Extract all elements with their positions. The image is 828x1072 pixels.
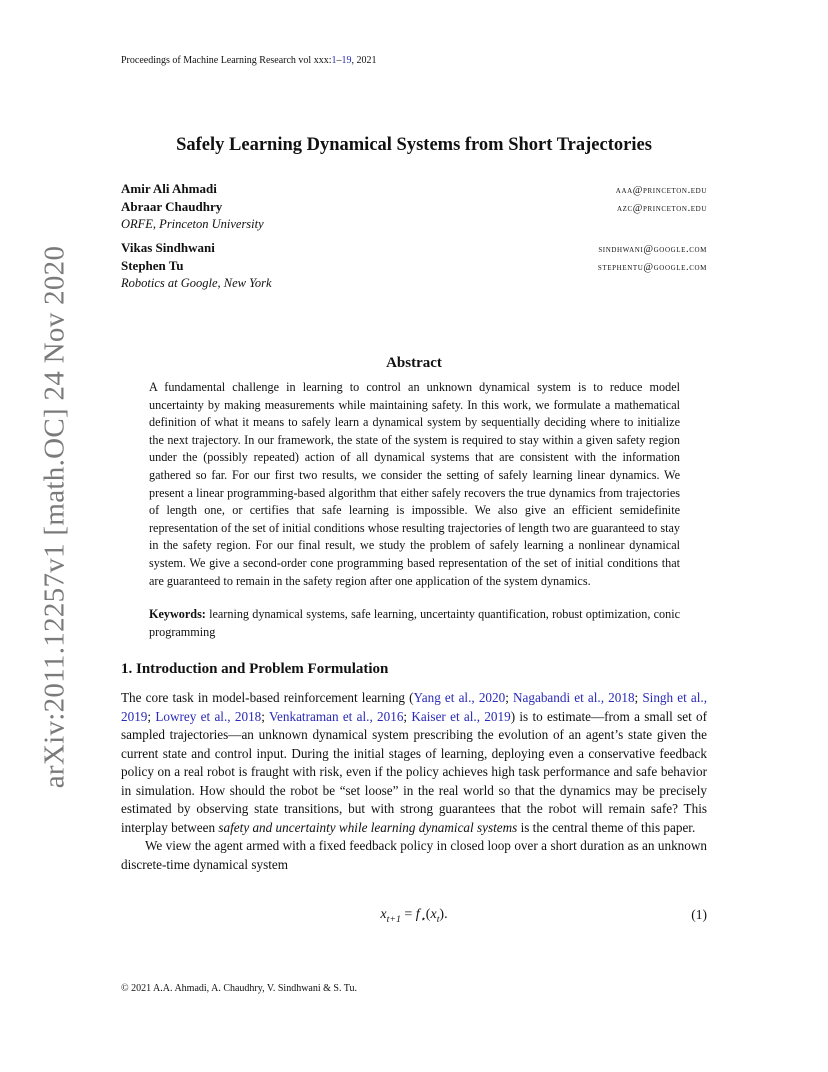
author-row — [121, 258, 707, 276]
equation-expression: $x_{t+1} = f_⋆(x_t)$. — [380, 907, 448, 925]
page-range-separator: – — [336, 55, 342, 66]
proceedings-header — [121, 55, 377, 66]
section-body — [121, 689, 707, 874]
section-heading: 1. Introduction and Problem Formulation — [121, 661, 389, 677]
header-year: , 2021 — [351, 55, 377, 66]
author-email[interactable]: stephentu@google.com — [597, 262, 707, 273]
author-email[interactable]: sindhwani@google.com — [598, 244, 707, 255]
citation-link[interactable]: Venkatraman et al., 2016 — [268, 708, 404, 724]
header-prefix: Proceedings of Machine Learning Research vol xxx: — [121, 55, 332, 66]
author-row — [121, 181, 707, 199]
author-name: Vikas Sindhwani — [121, 240, 215, 255]
author-affiliation: ORFE, Princeton University — [121, 217, 264, 231]
author-email[interactable]: aaa@princeton.edu — [615, 185, 707, 196]
copyright-footer: © 2021 A.A. Ahmadi, A. Chaudhry, V. Sindhwani & S. Tu. — [121, 983, 358, 994]
equation-number: (1) — [691, 907, 707, 922]
author-name: Abraar Chaudhry — [121, 199, 223, 214]
paper-title: Safely Learning Dynamical Systems from Short Trajectories — [176, 135, 652, 155]
citation-link[interactable]: Kaiser et al., 2019 — [411, 708, 511, 724]
paragraph-text: The core task in model-based reinforcement learning ( — [121, 690, 414, 705]
keywords-block — [149, 606, 680, 641]
abstract-heading: Abstract — [386, 355, 442, 371]
paragraph-text: ) is to estimate—from a small set of sampled trajectories—an unknown dynamical system prescribing the evolution of an agent’s state given the current state and control input. During the initial stages of learning, deploying even a conservative feedback policy on a real robot is fraught with risk, even if the policy achieves high task performance and safe behavior in simulation. How should the robot be “set loose” in the real world so that the dynamics may be precisely estimated by observing state transitions, but with strong guarantees that the robot will remain safe? This interplay between — [121, 708, 708, 835]
author-affiliation: Robotics at Google, New York — [121, 276, 272, 290]
arxiv-identifier: arXiv:2011.12257v1 [math.OC] 24 Nov 2020 — [38, 245, 71, 789]
paragraph-text: is the central theme of this paper. — [517, 819, 696, 835]
abstract-body: A fundamental challenge in learning to control an unknown dynamical system is to reduce model uncertainty by making measurements while maintaining safety. In this work, we formulate a mathematical definition of what it means to safely learn a dynamical system by sequentially deciding where to initialize the next trajectory. In our framework, the state of the system is required to stay within a given safety region under the (possibly repeated) action of all dynamical systems that are consistent with the information gathered so far. For our first two results, we consider the setting of safely learning linear dynamics. We present a linear programming-based algorithm that either safely recovers the true dynamics from trajectories of length one, or certifies that safe learning is impossible. We also give an efficient semidefinite representation of the set of initial conditions whose resulting trajectories of length two are guaranteed to stay in the safety region. For our final result, we study the problem of safely learning a nonlinear dynamical system. We give a second-order cone programming based representation of the set of initial conditions that are guaranteed to remain in the safety region after one application of the system dynamics. — [149, 380, 680, 588]
citation-link[interactable]: Yang et al., 2020 — [413, 690, 506, 705]
keywords-label: Keywords: — [149, 607, 206, 621]
author-row — [121, 240, 707, 258]
author-group-1 — [121, 181, 707, 235]
emphasis-text: safety and uncertainty while learning dynamical systems — [218, 819, 518, 835]
keywords-text: learning dynamical systems, safe learning, uncertainty quantification, robust optimization, conic programming — [149, 607, 681, 639]
author-row — [121, 199, 707, 217]
paragraph: We view the agent armed with a fixed feedback policy in closed loop over a short duration as an unknown discrete-time dynamical system — [121, 838, 707, 872]
page-start-link[interactable]: 1 — [331, 55, 337, 66]
author-email[interactable]: azc@princeton.edu — [616, 203, 707, 214]
equation-1 — [121, 907, 707, 927]
page-end-link[interactable]: 19 — [341, 55, 352, 66]
paragraph: The core task in model-based reinforcement learning (Yang et al., 2020; Nagabandi et al., 2018; Singh et al., 2019; Lowrey et al., 2018; Venkatraman et al., 2016; Kaiser et al., 2019) is to estimate—from a small set of sampled trajectories—an unknown dynamical system prescribing the evolution of an agent’s state given the current state and control input. During the initial stages of learning, deploying even a conservative feedback policy on a real robot is fraught with risk, even if the policy achieves high task performance and safe behavior in simulation. How should the robot be “set loose” in the real world so that the dynamics may be precisely estimated by observing state transitions, but with strong guarantees that the robot will remain safe? This interplay between safety and uncertainty while learning dynamical systems is the central theme of this paper. — [121, 690, 708, 835]
citation-link[interactable]: Singh et al., 2019 — [121, 690, 707, 724]
author-name: Amir Ali Ahmadi — [121, 181, 217, 196]
citation-link[interactable]: Nagabandi et al., 2018 — [513, 690, 635, 705]
arxiv-sidebar — [20, 0, 71, 1072]
author-group-2 — [121, 240, 707, 294]
citation-link[interactable]: Lowrey et al., 2018 — [155, 708, 262, 724]
author-name: Stephen Tu — [121, 258, 184, 273]
